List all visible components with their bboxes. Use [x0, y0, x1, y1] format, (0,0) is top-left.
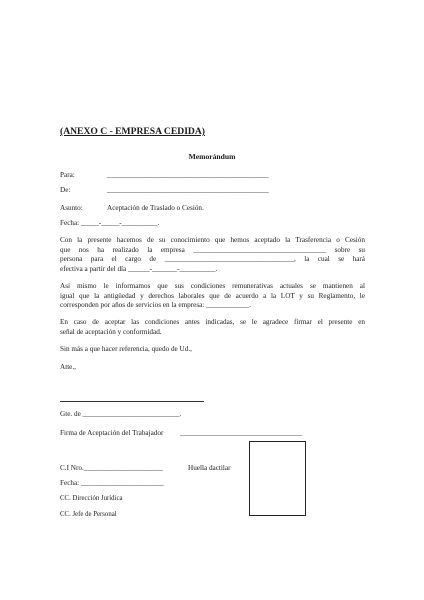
fecha-line: Fecha: _____-_____-__________. [60, 219, 160, 227]
paragraph-line: igual que la antigüedad y derechos laborales que de acuerdo a la LOT y su Reglamento, le [60, 291, 365, 300]
paragraph-acceptance [60, 318, 365, 337]
paragraph-transfer [60, 236, 365, 274]
closing-text: Sin más a que hacer referencia, quedo de Ud., [60, 345, 192, 353]
fingerprint-box [249, 441, 306, 516]
paragraph-line: persona para el cargo de ____________________________________, la cual se hará [60, 255, 365, 264]
paragraph-line: señal de aceptación y conformidad. [60, 327, 162, 336]
firma-blank: __________________________________ [180, 429, 303, 437]
paragraph-line: que nos ha realizado la empresa _____________________________________ sobre su [60, 245, 365, 254]
asunto-value: Aceptación de Traslado o Cesión. [107, 204, 204, 212]
fecha2-line: Fecha: _______________________ [60, 479, 164, 487]
asunto-label: Asunto: [60, 204, 83, 212]
paragraph-line: efectiva a partir del día ______-_______-__________. [60, 264, 218, 273]
paragraph-line: En caso de aceptar las condiciones antes indicadas, se le agradece firmar el presente en [60, 318, 365, 326]
signature-line [60, 401, 204, 402]
paragraph-line: corresponden por años de servicios en la empresa: ____________. [60, 301, 252, 310]
paragraph-conditions [60, 282, 365, 311]
document-title: (ANEXO C - EMPRESA CEDIDA) [60, 126, 205, 137]
huella-label: Huella dactilar [188, 464, 231, 472]
para-label: Para: [60, 171, 75, 179]
paragraph-line: Con la presente hacemos de su conocimiento que hemos aceptado la Trasferencia o Cesión [60, 236, 365, 244]
para-blank: _____________________________________________ [107, 171, 269, 179]
cc-juridica: CC. Dirección Jurídica [60, 495, 123, 502]
de-label: De: [60, 186, 71, 194]
de-blank: _____________________________________________ [107, 186, 269, 194]
atte-text: Atte., [60, 363, 76, 371]
paragraph-line: Así mismo le informamos que sus condiciones remunerativas actuales se mantienen al [60, 282, 365, 290]
firma-label: Firma de Aceptación del Trabajador [60, 429, 164, 437]
gte-line: Gte. de ___________________________. [60, 410, 182, 418]
cc-personal: CC. Jefe de Personal [60, 511, 117, 518]
ci-line: C.I Nro.______________________ [60, 464, 163, 472]
memo-heading: Memorándum [188, 152, 236, 161]
